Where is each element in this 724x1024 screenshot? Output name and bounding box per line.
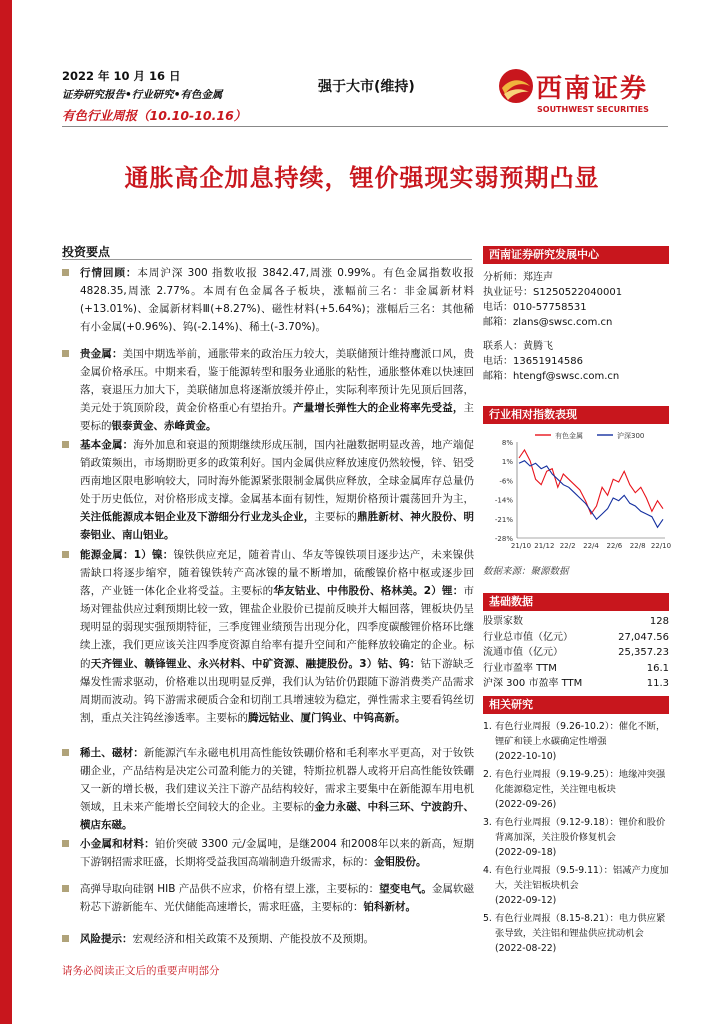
research-center-bar: 西南证券研究发展中心 — [483, 246, 669, 264]
bullet-energy-metals — [62, 546, 474, 727]
y-tick-label: -6% — [499, 477, 513, 486]
basic-data-row: 行业市盈率 TTM 16.1 — [483, 662, 669, 674]
analyst-email: zlans@swsc.com.cn — [513, 317, 613, 328]
bullet-stocks: 鼎胜新材、神火股份、明泰铝业、南山铝业。 — [80, 511, 475, 542]
bullet-text: 本周沪深 300 指数收报 3842.47,周涨 0.99%。有色金属指数收报 4828.35,周涨 2.77%。本周有色金属各子板块，涨幅前三名：非金属新材料(+13.01%)、金属新材料Ⅲ(+8.27%)、磁性材料(+5.64%)；涨幅后三名：其他稀有小金属(+0.96%)、钨(-2.14%)、稀土(-3.70%)。 — [80, 267, 474, 334]
cert-number: S1250522040001 — [533, 287, 623, 298]
bullet-text: 市场对锂盐供应过剩预期比较一致，锂盐企业股价已提前反映并大幅回落，锂板块仍呈现明显的弱现实强预期特征，三季度锂业绩预告出现分化，四季度碳酸锂价格环比继续上涨，我们更应该关注四季度资源自给率有提升空间和产能释放较确定的企业。标的 — [80, 585, 475, 670]
x-tick-label: 22/2 — [559, 542, 576, 550]
legend-label: 有色金属 — [555, 432, 583, 440]
basic-data-row: 行业总市值（亿元） 27,047.56 — [483, 631, 669, 643]
series-line-csi300 — [519, 461, 663, 528]
contact-tel: 13651914586 — [513, 356, 583, 367]
bullet-stocks: 华友钴业、中伟股份、格林美。 — [273, 585, 424, 598]
bullet-stocks: 腾远钴业、厦门钨业、中钨高新。 — [248, 711, 406, 724]
related-item[interactable]: 1. 有色行业周报（9.26-10.2）：催化不断，锂矿和镁上水碳确定性增强 (2022-10-10) — [483, 721, 666, 762]
bullet-stocks: 金力永磁、中科三环、宁波韵升、横店东磁。 — [80, 801, 475, 832]
section-divider — [62, 259, 472, 260]
bullet-lead: 贵金属： — [80, 348, 123, 360]
related-item[interactable]: 5. 有色行业周报（8.15-8.21）：电力供应紧张导致，关注铝和锂盐供应扰动机会 (2022-08-22) — [483, 913, 666, 954]
related-item[interactable]: 4. 有色行业周报（9.5-9.11）：铝减产力度加大，关注铝板块机会 (2022-09-12) — [483, 865, 669, 906]
x-tick-label: 22/6 — [606, 542, 623, 550]
bullet-square-icon — [62, 350, 69, 357]
bullet-lead: 稀土、磁材： — [80, 747, 144, 759]
basic-data-row: 沪深 300 市盈率 TTM 11.3 — [483, 678, 669, 690]
section-heading: 投资要点 — [62, 245, 111, 259]
basic-data-row: 股票家数 128 — [483, 616, 669, 627]
bullet-text: 金属软磁粉芯下游新能车、光伏储能高速增长，需求旺盛，主要标的： — [80, 883, 475, 914]
bullet-stocks: 银泰黄金、赤峰黄金。 — [111, 420, 217, 433]
bullet-lead: 能源金属：1）镍： — [80, 549, 174, 561]
bullet-stocks: 金钼股份。 — [374, 856, 427, 869]
y-tick-label: -21% — [494, 515, 513, 524]
bullet-square-icon — [62, 935, 69, 942]
bullet-tail: 主要标的 — [314, 511, 357, 524]
footer-disclaimer: 请务必阅读正文后的重要声明部分 — [62, 965, 220, 977]
bullet-bold: 产量增长弹性大的企业将率先受益， — [293, 402, 464, 415]
y-tick-label: -28% — [494, 535, 513, 543]
y-tick-label: 1% — [501, 458, 513, 467]
bullet-square-icon — [62, 749, 69, 756]
bullet-stocks: 天齐锂业、赣锋锂业、永兴材料、中矿资源、融捷股份。 — [90, 657, 360, 670]
series-line-nonferrous — [519, 450, 663, 514]
bullet-text: 宏观经济和相关政策不及预期、产能投放不及预期。 — [132, 933, 374, 945]
logo-chinese: 西南证券 — [536, 74, 649, 104]
analyst-info: 分析师：郑连声 执业证号：S1250522040001 电话：010-57758531 邮箱：zlans@swsc.com.cn 联系人：黄腾飞 电话：13651914586 邮箱：htengf@swsc.com.cn — [483, 272, 623, 382]
report-date: 2022 年 10 月 16 日 — [62, 69, 181, 83]
bullet-square-icon — [62, 441, 69, 448]
related-item[interactable]: 3. 有色行业周报（9.12-9.18）：锂价和股价背离加深，关注股价修复机会 (2022-09-18) — [483, 817, 666, 858]
chart-heading-bar: 行业相对指数表现 — [483, 406, 669, 424]
bullet-text: 铂价突破 3300 元/金属吨，是继2004 和2008年以来的新高，短期下游钢招需求旺盛，长期将受益我国高端制造升级需求，标的： — [80, 838, 474, 869]
bullet-base-metals — [62, 436, 474, 545]
analyst-tel: 010-57758531 — [513, 302, 587, 313]
bullet-silicon-steel — [62, 880, 474, 916]
bullet-text: 美国中期选举前，通胀带来的政治压力较大，美联储预计维持鹰派口风，贵金属价格承压。中期来看，鉴于能源转型和服务业通胀的粘性，通胀整体难以快速回落，衰退压力加大下，美联储加息将逐渐放缓并停止，实际利率预计先见顶后回落，美元处于筑顶阶段，黄金价格重心有望抬升。 — [80, 348, 475, 415]
bullet-minor-metals — [62, 835, 474, 871]
relative-index-chart — [483, 428, 672, 560]
bullet-lead: 3）钴、钨： — [359, 657, 421, 670]
bullet-text: 海外加息和衰退的预期继续形成压制，国内社融数据明显改善，地产端促销政策频出，市场期盼更多的政策利好。国内金属供应释放速度仍然较慢，锌、铝受西南地区限电影响较大，同时海外能源紧张限制金属供应释放，全球金属库存总量仍处于历史低位，对价格形成支撑。金属基本面有韧性，短期价格预计震荡回升为主， — [80, 439, 475, 506]
bullet-rare-earth — [62, 744, 474, 834]
bullet-lead: 小金属和材料： — [80, 838, 155, 850]
chart-source: 数据来源：聚源数据 — [483, 566, 569, 577]
bullet-text: 镍铁供应充足，随着青山、华友等镍铁项目逐步达产，未来镍供需缺口将逐步缩窄，随着镍铁转产高冰镍的量不断增加，硫酸镍价格中枢或逐步回落，产业链一体化企业将受益。主要标的 — [80, 549, 474, 598]
x-tick-label: 22/10 — [650, 542, 672, 550]
bullet-bold: 关注低能源成本铝企业及下游细分行业龙头企业， — [80, 511, 315, 524]
bullet-market-review — [62, 264, 474, 336]
bullet-square-icon — [62, 885, 69, 892]
logo-english: SOUTHWEST SECURITIES — [537, 105, 649, 114]
basic-data-table — [483, 614, 669, 692]
contact-name: 黄腾飞 — [523, 341, 553, 352]
x-tick-label: 22/8 — [629, 542, 646, 550]
bullet-square-icon — [62, 840, 69, 847]
legend-label: 沪深300 — [617, 432, 645, 440]
related-research-list — [483, 719, 669, 956]
bullet-lead: 行情回顾： — [80, 267, 138, 279]
bullet-stocks: 望变电气。 — [379, 883, 432, 895]
bullet-risk — [62, 930, 474, 948]
basic-data-row: 流通市值（亿元） 25,357.23 — [483, 647, 669, 659]
bullet-lead: 风险提示： — [80, 933, 133, 945]
related-research-bar: 相关研究 — [483, 696, 669, 714]
report-type: 证券研究报告•行业研究•有色金属 — [62, 89, 223, 101]
bullet-square-icon — [62, 269, 69, 276]
bullet-precious-metals — [62, 345, 474, 435]
rating: 强于大市(维持) — [318, 79, 415, 95]
x-tick-label: 21/10 — [510, 542, 532, 550]
x-tick-label: 22/4 — [583, 542, 599, 550]
bullet-lead: 2）锂： — [423, 585, 464, 598]
header-divider — [62, 126, 668, 127]
bullet-text: 钴下游缺乏爆发性需求驱动，价格难以出现明显反弹，我们认为钴价仍跟随下游消费类产品需求周期而波动。钨下游需求硬质合金和切削工具增速较为稳定，弹性需求主要看钨丝切割，重点关注钨丝渗透率。主要标的 — [80, 657, 475, 724]
weekly-title: 有色行业周报（10.10-10.16） — [62, 108, 247, 123]
basic-data-bar: 基础数据 — [483, 593, 669, 611]
x-tick-label: 21/12 — [534, 542, 555, 550]
analyst-name: 郑连声 — [523, 272, 553, 283]
report-title: 通胀高企加息持续，锂价强现实弱预期凸显 — [124, 164, 600, 192]
y-tick-label: -14% — [494, 496, 513, 505]
left-accent-bar — [0, 0, 12, 1024]
related-item[interactable]: 2. 有色行业周报（9.19-9.25）：地缘冲突强化能源稳定性，关注锂电板块 (2022-09-26) — [483, 769, 666, 810]
contact-email: htengf@swsc.com.cn — [513, 371, 620, 382]
bullet-stocks: 铂科新材。 — [363, 901, 416, 914]
bullet-tail: 主要标的 — [80, 402, 475, 433]
bullet-lead: 基本金属： — [80, 439, 134, 451]
bullet-text: 高弹导取向硅钢 HIB 产品供不应求，价格有望上涨，主要标的： — [80, 883, 380, 895]
bullet-text: 新能源汽车永磁电机用高性能钕铁硼价格和毛利率水平更高，对于钕铁硼企业，产品结构是决定公司盈利能力的关键，特斯拉机器人或将开启高性能钕铁硼又一新的增长极，我们建议关注下游产品结构较好，需求主要集中在新能源车用电机领域，且未来产能增长空间较大的企业。主要标的 — [80, 747, 475, 814]
y-tick-label: 8% — [501, 439, 513, 447]
bullet-square-icon — [62, 551, 69, 558]
